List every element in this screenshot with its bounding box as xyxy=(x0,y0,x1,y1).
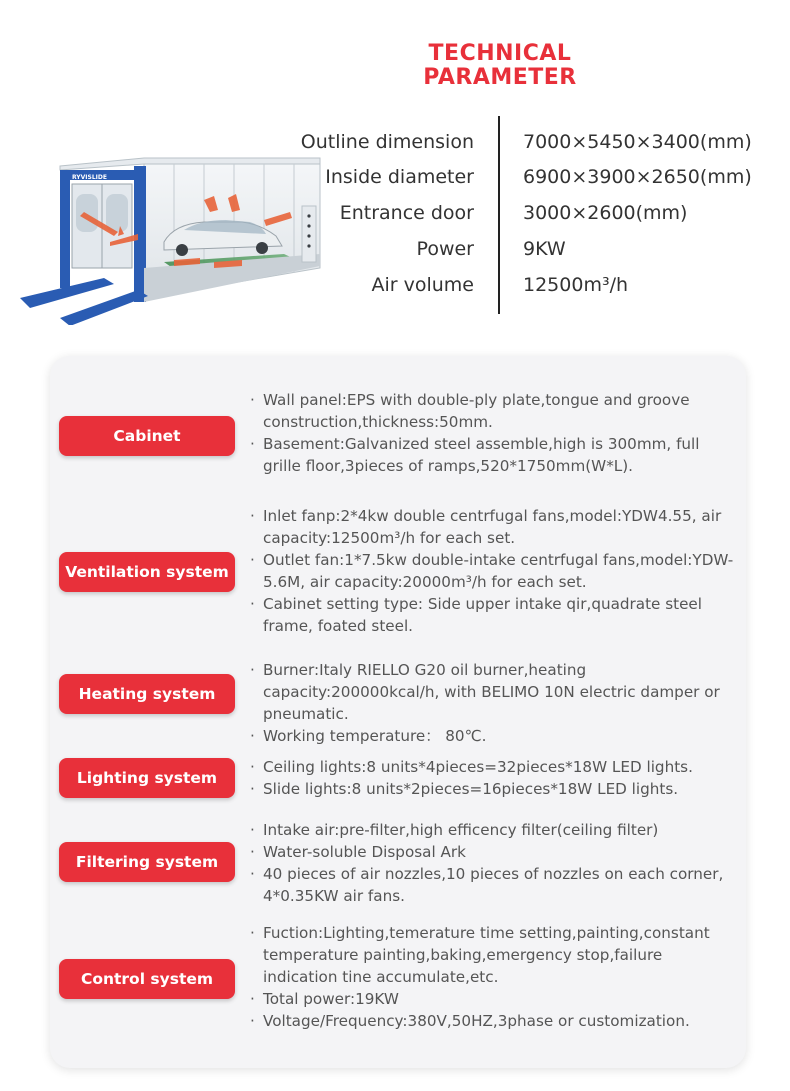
param-value: 3000×2600(mm) xyxy=(523,202,688,224)
list-item: · Outlet fan:1*7.5kw double-intake centrfugal fans,model:YDW-5.6M, air capacity:20000m³/h for each set. xyxy=(250,549,740,593)
title-line-2: PARAMETER xyxy=(423,65,577,90)
list-item: · Voltage/Frequency:380V,50HZ,3phase or customization. xyxy=(250,1010,740,1032)
parameter-table xyxy=(260,124,760,314)
param-label: Air volume xyxy=(371,274,474,296)
param-value: 9KW xyxy=(523,238,566,260)
param-label: Inside diameter xyxy=(325,166,474,188)
param-label: Outline dimension xyxy=(300,131,474,153)
list-item: · Burner:Italy RIELLO G20 oil burner,heating capacity:200000kcal/h, with BELIMO 10N electric damper or pneumatic. xyxy=(250,659,740,725)
list-item: · Wall panel:EPS with double-ply plate,tongue and groove construction,thickness:50mm. xyxy=(250,389,740,433)
section-list-ventilation xyxy=(250,505,740,637)
section-pill-filtering: Filtering system xyxy=(59,842,235,882)
section-pill-lighting: Lighting system xyxy=(59,758,235,798)
booth-brand: RYVISLIDE xyxy=(72,174,107,181)
list-item: · Inlet fanp:2*4kw double centrfugal fans,model:YDW4.55, air capacity:12500m³/h for each set. xyxy=(250,505,740,549)
list-item: · Water-soluble Disposal Ark xyxy=(250,841,740,863)
section-list-filtering xyxy=(250,819,740,907)
param-label: Power xyxy=(416,238,474,260)
list-item: · Working temperature： 80℃. xyxy=(250,725,740,747)
param-row-inside-diameter xyxy=(260,166,760,194)
list-item: · Total power:19KW xyxy=(250,988,740,1010)
param-row-outline-dimension xyxy=(260,131,760,159)
list-item: · 40 pieces of air nozzles,10 pieces of nozzles on each corner, 4*0.35KW air fans. xyxy=(250,863,740,907)
section-list-heating xyxy=(250,659,740,747)
list-item: · Intake air:pre-filter,high efficency filter(ceiling filter) xyxy=(250,819,740,841)
list-item: · Slide lights:8 units*2pieces=16pieces*18W LED lights. xyxy=(250,778,740,800)
list-item: · Ceiling lights:8 units*4pieces=32pieces*18W LED lights. xyxy=(250,756,740,778)
list-item: · Fuction:Lighting,temerature time setting,painting,constant temperature painting,baking,emergency stop,failure indication tine accumulate,etc. xyxy=(250,922,740,988)
list-item: · Cabinet setting type: Side upper intake qir,quadrate steel frame, foated steel. xyxy=(250,593,740,637)
title-line-1: TECHNICAL xyxy=(428,41,572,66)
section-pill-heating: Heating system xyxy=(59,674,235,714)
param-value: 7000×5450×3400(mm) xyxy=(523,131,752,153)
param-value: 12500m³/h xyxy=(523,274,629,296)
param-value: 6900×3900×2650(mm) xyxy=(523,166,752,188)
section-list-control xyxy=(250,922,740,1032)
param-row-air-volume xyxy=(260,274,760,302)
param-row-power xyxy=(260,238,760,266)
param-row-entrance-door xyxy=(260,202,760,230)
param-label: Entrance door xyxy=(339,202,474,224)
page-title xyxy=(400,42,600,90)
section-list-lighting xyxy=(250,756,740,800)
section-pill-cabinet: Cabinet xyxy=(59,416,235,456)
list-item: · Basement:Galvanized steel assemble,high is 300mm, full grille floor,3pieces of ramps,520*1750mm(W*L). xyxy=(250,433,740,477)
section-list-cabinet xyxy=(250,389,740,477)
section-pill-control: Control system xyxy=(59,959,235,999)
section-pill-ventilation: Ventilation system xyxy=(59,552,235,592)
